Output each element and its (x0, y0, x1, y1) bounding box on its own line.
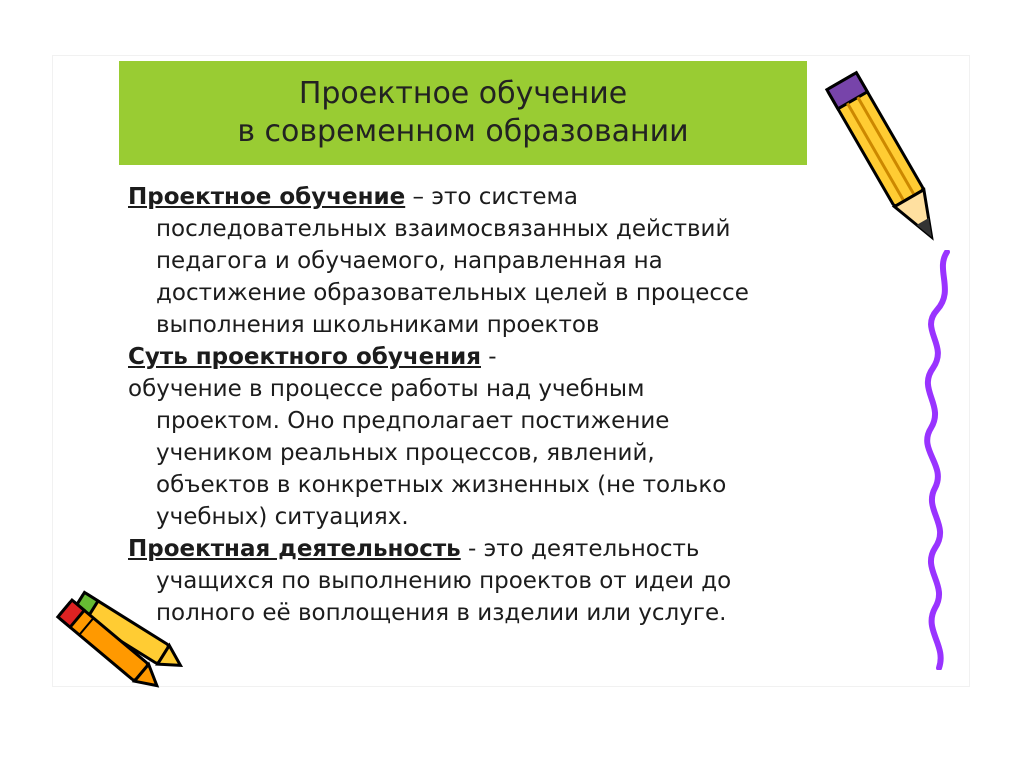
essence-text-4: объектов в конкретных жизненных (не только (156, 472, 727, 498)
essence-text-1: обучение в процессе работы над учебным (128, 376, 645, 402)
title-line-2: в современном образовании (237, 114, 689, 149)
squiggle-line (905, 250, 965, 670)
activity-text-3: полного её воплощения в изделии или услуге. (156, 600, 727, 626)
paragraph-definition (128, 181, 888, 341)
activity-text-2: учащихся по выполнению проектов от идеи до (156, 568, 732, 594)
definition-text-4: достижение образовательных целей в процессе (156, 280, 749, 306)
paragraph-activity (128, 533, 888, 629)
crayons-icon (40, 565, 200, 695)
slide-body (128, 181, 888, 629)
essence-text-5: учебных) ситуациях. (156, 504, 409, 530)
term-project-learning: Проектное обучение (128, 184, 406, 210)
definition-text-3: педагога и обучаемого, направленная на (156, 248, 663, 274)
essence-dash: - (481, 344, 497, 370)
title-line-1: Проектное обучение (298, 76, 628, 111)
definition-text-5: выполнения школьниками проектов (156, 312, 600, 338)
essence-text-2: проектом. Оно предполагает постижение (156, 408, 670, 434)
activity-text-1: - это деятельность (460, 536, 700, 562)
title-box (119, 61, 807, 165)
essence-text-3: учеником реальных процессов, явлений, (156, 440, 655, 466)
term-essence: Суть проектного обучения (128, 344, 481, 370)
definition-text-2: последовательных взаимосвязанных действий (156, 216, 731, 242)
paragraph-essence-heading (128, 341, 888, 373)
pencil-icon (820, 58, 960, 268)
term-project-activity: Проектная деятельность (128, 536, 461, 562)
paragraph-essence (128, 373, 888, 533)
definition-text-1: – это система (405, 184, 578, 210)
